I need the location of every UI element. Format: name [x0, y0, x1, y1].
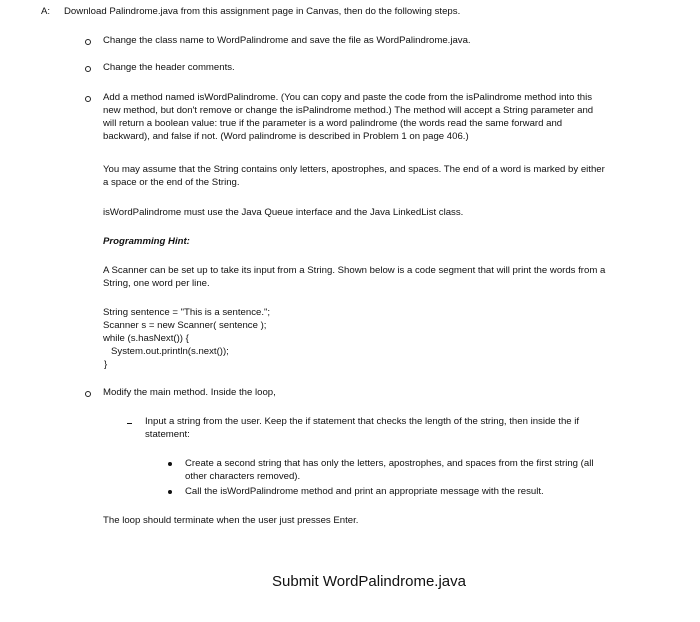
hollow-bullet-icon	[85, 96, 91, 102]
queue-note: isWordPalindrome must use the Java Queue interface and the Java LinkedList class.	[103, 207, 464, 218]
hollow-bullet-icon	[85, 39, 91, 45]
assume-line-2: a space or the end of the String.	[103, 177, 240, 188]
code-line-5: }	[104, 359, 108, 370]
heading-text: Download Palindrome.java from this assignment page in Canvas, then do the following steps.	[64, 6, 461, 17]
call-method-item: Call the isWordPalindrome method and print an appropriate message with the result.	[185, 486, 544, 497]
step-modify-main: Modify the main method. Inside the loop,	[103, 387, 276, 398]
add-method-line-1: Add a method named isWordPalindrome. (You can copy and paste the code from the isPalindrome method into this	[103, 92, 593, 103]
scanner-line-2: String, one word per line.	[103, 278, 210, 289]
filled-bullet-icon	[168, 490, 172, 494]
submit-instruction: Submit WordPalindrome.java	[272, 573, 466, 590]
input-string-line-1: Input a string from the user. Keep the if statement that checks the length of the string, then inside the if	[145, 416, 580, 427]
assume-line-1: You may assume that the String contains only letters, apostrophes, and spaces. The end of a word is marked by either	[103, 164, 605, 175]
code-line-4: System.out.println(s.next());	[111, 346, 229, 357]
code-line-1: String sentence = "This is a sentence.";	[103, 307, 271, 318]
second-string-line-2: other characters removed).	[185, 471, 301, 482]
heading-label: A:	[41, 6, 51, 17]
programming-hint-title: Programming Hint:	[103, 236, 190, 247]
code-line-2: Scanner s = new Scanner( sentence );	[103, 320, 267, 331]
input-string-line-2: statement:	[145, 429, 190, 440]
add-method-line-4: backward), and false if not. (Word palindrome is described in Problem 1 on page 406.)	[103, 131, 469, 142]
add-method-line-3: will return a boolean value: true if the parameter is a word palindrome (the words read the same forward and	[103, 118, 563, 129]
hollow-bullet-icon	[85, 391, 91, 397]
loop-end-note: The loop should terminate when the user just presses Enter.	[103, 515, 359, 526]
step-rename: Change the class name to WordPalindrome and save the file as WordPalindrome.java.	[103, 35, 471, 46]
step-header-comments: Change the header comments.	[103, 62, 235, 73]
add-method-line-2: new method, but don't remove or change the isPalindrome method.) The method will accept a String parameter and	[103, 105, 594, 116]
dash-bullet-icon	[127, 423, 132, 424]
hollow-bullet-icon	[85, 66, 91, 72]
scanner-line-1: A Scanner can be set up to take its input from a String. Shown below is a code segment that will print the words from a	[103, 265, 606, 276]
code-line-3: while (s.hasNext()) {	[103, 333, 189, 344]
second-string-line-1: Create a second string that has only the letters, apostrophes, and spaces from the first string (all	[185, 458, 594, 469]
filled-bullet-icon	[168, 462, 172, 466]
